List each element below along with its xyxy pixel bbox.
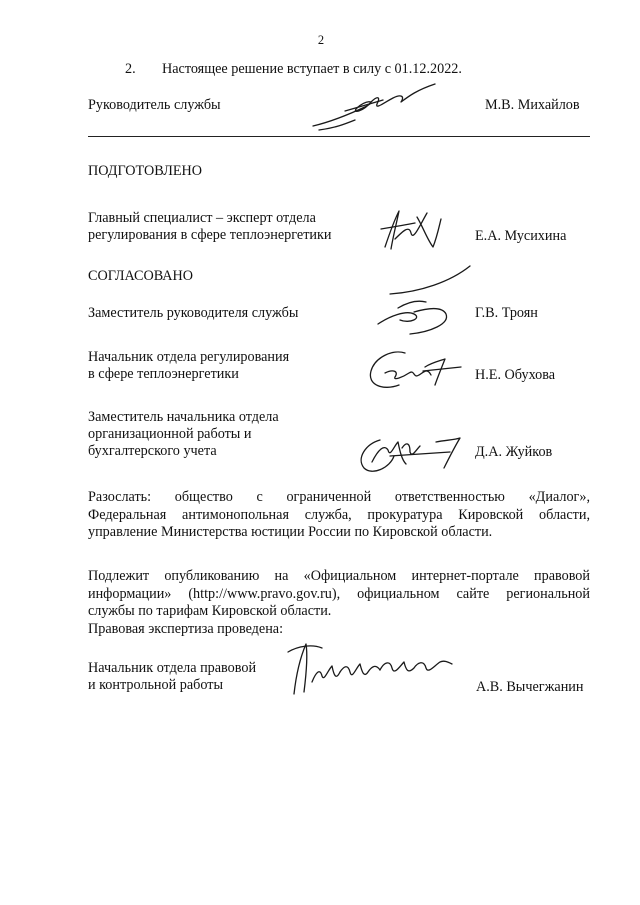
agreed-position-line: организационной работы и (88, 426, 252, 442)
page-number: 2 (317, 33, 325, 47)
head-name: М.В. Михайлов (485, 97, 580, 113)
prepared-name: Е.А. Мусихина (475, 228, 567, 244)
agreed-position-line: в сфере теплоэнергетики (88, 366, 239, 382)
legal-position-line: Начальник отдела правовой (88, 660, 257, 676)
legal-name: А.В. Вычегжанин (476, 679, 584, 695)
prepared-position-line: Главный специалист – эксперт отдела (88, 210, 316, 226)
agreed-position (88, 409, 388, 460)
agreed-position-line: Заместитель начальника отдела (88, 409, 279, 425)
signature-vychegzhanin-icon (282, 636, 457, 703)
agreed-name: Г.В. Троян (475, 305, 538, 321)
section-divider (88, 136, 590, 137)
prepared-position (88, 210, 388, 244)
signature-zhuykov-icon (350, 428, 465, 483)
publication-line: Подлежит опубликованию на «Официальном интернет-портале правовой (88, 568, 590, 584)
publication-line: информации» (http://www.pravo.gov.ru), официальном сайте региональной (88, 585, 590, 602)
signature-troyan-icon (370, 262, 475, 347)
agreed-position-line: бухгалтерского учета (88, 443, 217, 459)
legal-position-line: и контрольной работы (88, 677, 223, 693)
agreed-heading: СОГЛАСОВАНО (88, 268, 194, 284)
agreed-name: Д.А. Жуйков (475, 444, 553, 460)
publication-paragraph (88, 568, 590, 638)
prepared-heading: ПОДГОТОВЛЕНО (88, 163, 202, 179)
distribution-line: управление Министерства юстиции России по Кировской области. (88, 524, 493, 540)
publication-line: службы по тарифам Кировской области. (88, 603, 332, 619)
distribution-paragraph (88, 489, 590, 542)
item-text: Настоящее решение вступает в силу с 01.12.2022. (162, 61, 462, 77)
signature-obukhova-icon (365, 345, 465, 398)
distribution-line: Разослать: общество с ограниченной ответственностью «Диалог», (88, 489, 590, 505)
distribution-line: Федеральная антимонопольная служба, прокуратура Кировской области, (88, 506, 590, 523)
agreed-position (88, 349, 388, 383)
agreed-name: Н.Е. Обухова (475, 367, 556, 383)
agreed-position-line: Начальник отдела регулирования (88, 349, 290, 365)
signature-mikhailov-icon (305, 78, 440, 138)
head-position: Руководитель службы (88, 97, 221, 113)
agreed-position: Заместитель руководителя службы (88, 305, 299, 321)
prepared-position-line: регулирования в сфере теплоэнергетики (88, 227, 332, 243)
item-number: 2. (125, 61, 136, 77)
legal-expertise-note: Правовая экспертиза проведена: (88, 620, 284, 637)
signature-musikhina-icon (375, 207, 445, 257)
